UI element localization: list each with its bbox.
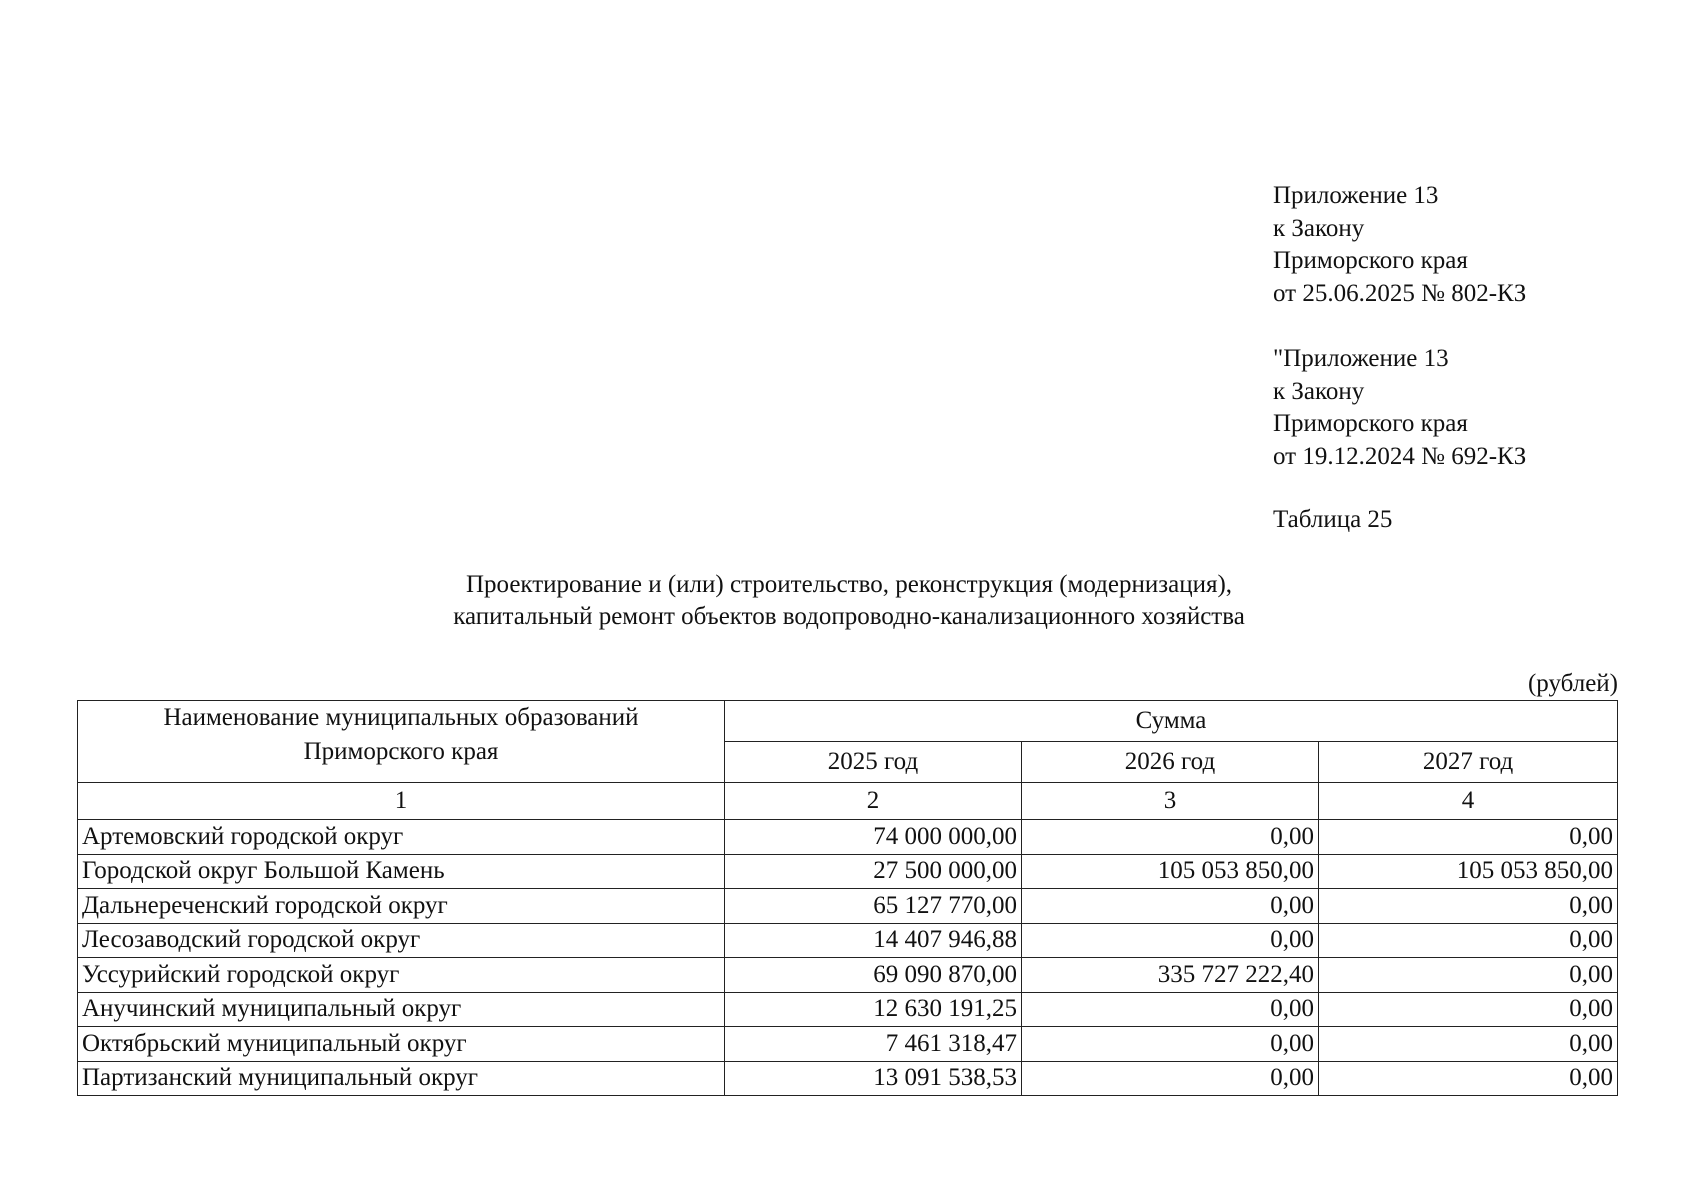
municipality-name: Октябрьский муниципальный округ <box>78 1027 725 1062</box>
amount-2026: 0,00 <box>1022 820 1319 855</box>
amount-2027: 105 053 850,00 <box>1319 854 1618 889</box>
funding-table <box>77 700 1618 1096</box>
amount-2026: 0,00 <box>1022 992 1319 1027</box>
column-number: 3 <box>1022 783 1319 820</box>
amount-2025: 27 500 000,00 <box>725 854 1022 889</box>
title-line-1: Проектирование и (или) строительство, реконструкция (модернизация), <box>465 571 1233 598</box>
title-line-2: капитальный ремонт объектов водопроводно-канализационного хозяйства <box>453 603 1245 630</box>
annex-original-reference <box>1273 343 1526 473</box>
amount-2027: 0,00 <box>1319 958 1618 993</box>
column-number: 4 <box>1319 783 1618 820</box>
amount-2026: 335 727 222,40 <box>1022 958 1319 993</box>
table-row <box>78 958 1618 993</box>
year-2025-header: 2025 год <box>725 742 1022 783</box>
table-row <box>78 854 1618 889</box>
amount-2025: 12 630 191,25 <box>725 992 1022 1027</box>
amount-2027: 0,00 <box>1319 1061 1618 1096</box>
table-row <box>78 1027 1618 1062</box>
document-title <box>0 569 1698 633</box>
annex-line: Приморского края <box>1273 410 1468 437</box>
table-number: Таблица 25 <box>1273 506 1393 533</box>
column-number: 1 <box>78 783 725 820</box>
amount-2027: 0,00 <box>1319 923 1618 958</box>
amount-2025: 14 407 946,88 <box>725 923 1022 958</box>
table-row <box>78 992 1618 1027</box>
annex-line: от 25.06.2025 № 802-КЗ <box>1273 279 1527 307</box>
municipality-name: Уссурийский городской округ <box>78 958 725 993</box>
annex-line: к Закону <box>1273 377 1365 405</box>
amount-2025: 69 090 870,00 <box>725 958 1022 993</box>
municipality-name: Дальнереченский городской округ <box>78 889 725 924</box>
municipality-column-header: Наименование муниципальных образований Приморского края <box>78 701 725 783</box>
amount-2025: 13 091 538,53 <box>725 1061 1022 1096</box>
table-row <box>78 1061 1618 1096</box>
municipality-name: Городской округ Большой Камень <box>78 854 725 889</box>
table-header-row <box>78 701 1618 742</box>
municipality-name: Партизанский муниципальный округ <box>78 1061 725 1096</box>
amount-2026: 0,00 <box>1022 889 1319 924</box>
municipality-name: Артемовский городской округ <box>78 820 725 855</box>
column-number: 2 <box>725 783 1022 820</box>
year-2026-header: 2026 год <box>1022 742 1319 783</box>
amount-2026: 0,00 <box>1022 1061 1319 1096</box>
municipality-name: Анучинский муниципальный округ <box>78 992 725 1027</box>
amount-2027: 0,00 <box>1319 1027 1618 1062</box>
amount-2027: 0,00 <box>1319 820 1618 855</box>
amount-2027: 0,00 <box>1319 992 1618 1027</box>
amount-2026: 0,00 <box>1022 923 1319 958</box>
sum-column-header: Сумма <box>725 701 1618 742</box>
units-label: (рублей) <box>1527 670 1618 697</box>
annex-line: Приморского края <box>1273 247 1468 274</box>
annex-line: к Закону <box>1273 214 1365 242</box>
column-number-row <box>78 783 1618 820</box>
table-row <box>78 820 1618 855</box>
table-row <box>78 889 1618 924</box>
annex-line: "Приложение 13 <box>1273 345 1449 372</box>
amount-2026: 105 053 850,00 <box>1022 854 1319 889</box>
amount-2027: 0,00 <box>1319 889 1618 924</box>
municipality-name: Лесозаводский городской округ <box>78 923 725 958</box>
amount-2025: 74 000 000,00 <box>725 820 1022 855</box>
annex-current-reference <box>1273 180 1526 310</box>
amount-2026: 0,00 <box>1022 1027 1319 1062</box>
amount-2025: 65 127 770,00 <box>725 889 1022 924</box>
amount-2025: 7 461 318,47 <box>725 1027 1022 1062</box>
annex-line: Приложение 13 <box>1273 182 1439 209</box>
annex-line: от 19.12.2024 № 692-КЗ <box>1273 442 1527 470</box>
year-2027-header: 2027 год <box>1319 742 1618 783</box>
table-row <box>78 923 1618 958</box>
